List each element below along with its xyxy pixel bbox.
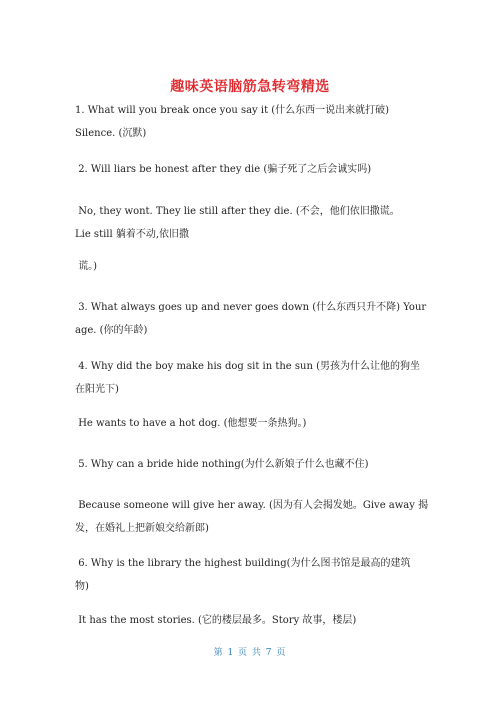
paragraph-q4: 4. Why did the boy make his dog sit in the sun (男孩为什么让他的狗坐 在阳光下) [75,361,420,395]
paragraph-q3: 3. What always goes up and never goes down (什么东西只升不降) Your age. (你的年龄) [75,302,427,336]
paragraph-a6: It has the most stories. (它的楼层最多。Story 故事，楼层) [75,615,357,626]
paragraph-q5: 5. Why can a bride hide nothing(为什么新娘子什么也藏不住) [75,459,369,470]
document-title: 趣味英语脑筋急转弯精选 [170,79,330,95]
paragraph-q6: 6. Why is the library the highest building(为什么图书馆是最高的建筑 物) [75,558,411,592]
paragraph-q1: 1. What will you break once you say it (什么东西一说出来就打破) Silence. (沉默) [75,105,390,139]
paragraph-a5: Because someone will give her away. (因为有人会揭发她。Give away 揭 发，在婚礼上把新娘交给新郎) [75,500,429,534]
page-footer: 第 1 页 共 7 页 [213,648,287,658]
paragraph-q2: 2. Will liars be honest after they die (骗子死了之后会诚实吗) [75,164,372,175]
paragraph-a2-cont: 谎。) [75,261,98,272]
paragraph-a4: He wants to have a hot dog. (他想要一条热狗。) [75,418,307,429]
paragraph-a2: No, they wont. They lie still after they die. (不会，他们依旧撒谎。 Lie still 躺着不动,依旧撒 [75,206,400,240]
